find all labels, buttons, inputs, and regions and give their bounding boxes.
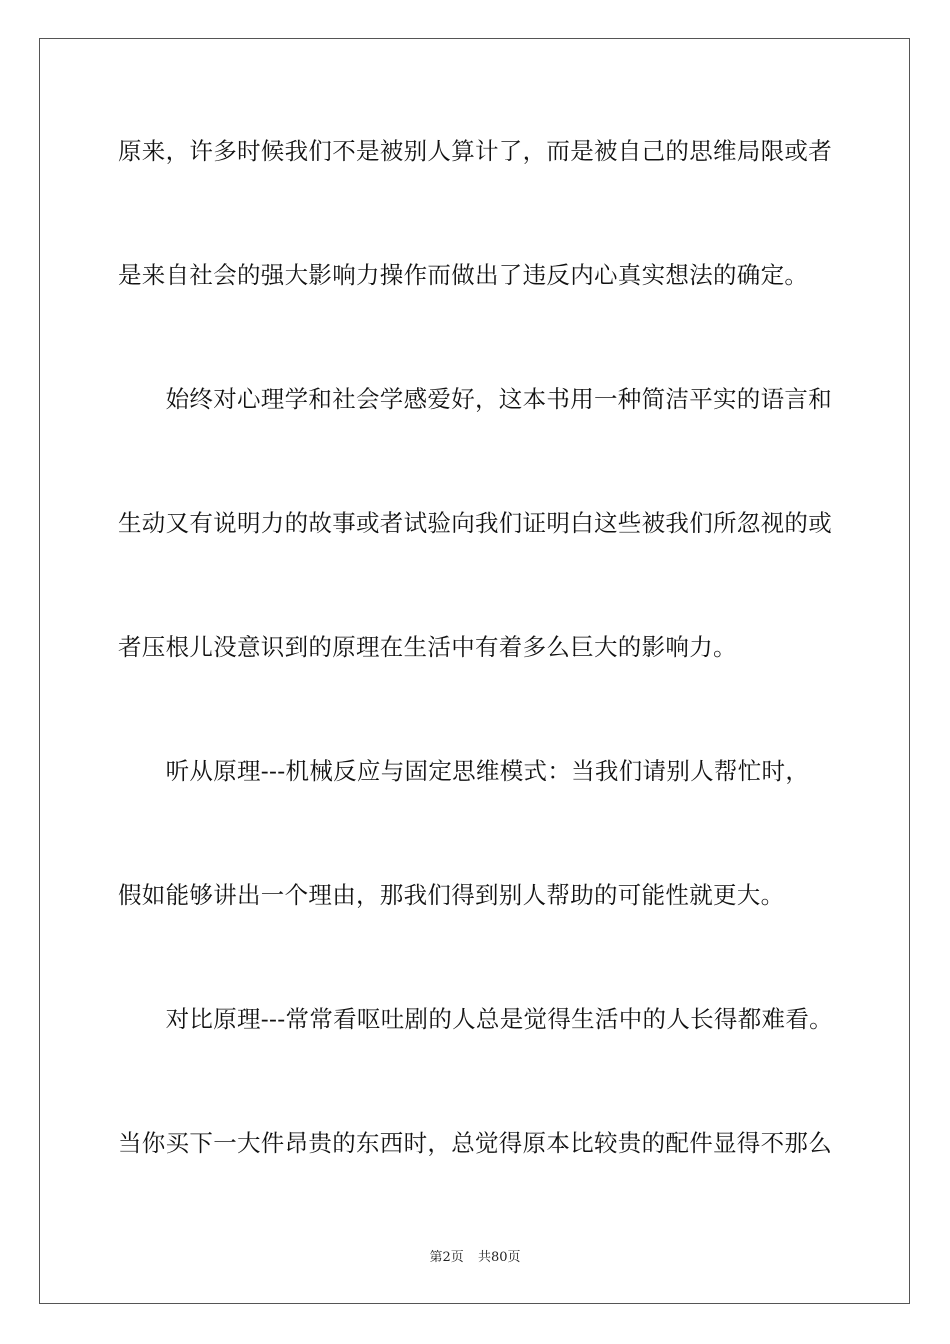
- page-total: 共80页: [477, 1250, 521, 1265]
- body-line-1: 原来，许多时候我们不是被别人算计了，而是被自己的思维局限或者: [118, 137, 832, 165]
- body-line-3: 始终对心理学和社会学感爱好，这本书用一种简洁平实的语言和: [118, 385, 832, 413]
- body-line-9: 当你买下一大件昂贵的东西时，总觉得原本比较贵的配件显得不那么: [118, 1129, 832, 1157]
- page-number: 第2页: [429, 1250, 464, 1265]
- page-border: [39, 38, 910, 1304]
- body-line-8: 对比原理---常常看呕吐剧的人总是觉得生活中的人长得都难看。: [118, 1005, 833, 1033]
- page-footer: [0, 1246, 950, 1265]
- body-line-4: 生动又有说明力的故事或者试验向我们证明白这些被我们所忽视的或: [118, 509, 832, 537]
- body-line-2: 是来自社会的强大影响力操作而做出了违反内心真实想法的确定。: [118, 261, 809, 289]
- body-line-7: 假如能够讲出一个理由，那我们得到别人帮助的可能性就更大。: [118, 881, 785, 909]
- body-line-6: 听从原理---机械反应与固定思维模式：当我们请别人帮忙时，: [118, 757, 810, 785]
- body-line-5: 者压根儿没意识到的原理在生活中有着多么巨大的影响力。: [118, 633, 737, 661]
